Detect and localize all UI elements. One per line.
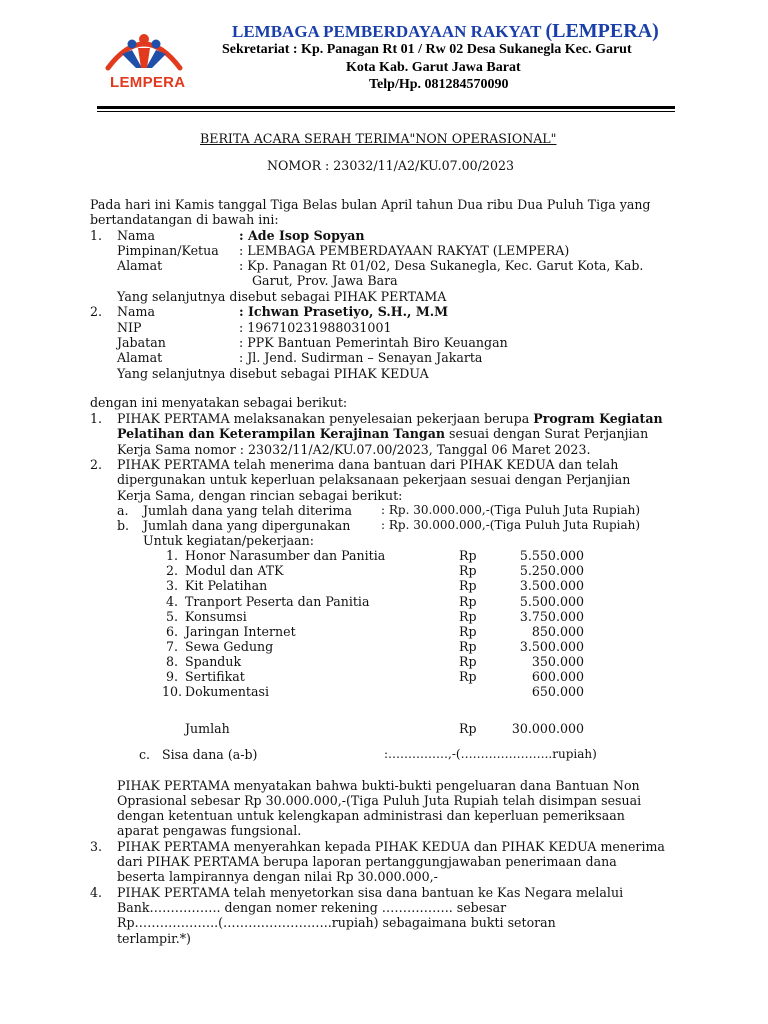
activity-amount: 3.750.000 [519,609,584,624]
party-2-label-nip: NIP [117,320,142,335]
point-2-para-line-2: Oprasional sebesar Rp 30.000.000,-(Tiga Puluh Juta Rupiah telah disimpan sesuai [117,793,642,808]
point-2b-label: Jumlah dana yang dipergunakan [143,518,351,533]
activity-name: Jaringan Internet [185,624,296,639]
party-2-number: 2. [90,304,103,319]
activities-label: Untuk kegiatan/pekerjaan: [143,533,315,548]
point-2c-value: :……………,-(…………………..rupiah) [384,747,597,761]
point-2c-letter: c. [139,747,151,762]
activity-amount: 850.000 [531,624,584,639]
activity-name: Spanduk [185,654,242,669]
program-name-start: Program Kegiatan [533,411,663,426]
party-2-value-nip: : 196710231988031001 [239,320,392,335]
activity-no: 2. [165,563,178,578]
activity-no: 1. [165,548,178,563]
party-2-value-title: : PPK Bantuan Pemerintah Biro Keuangan [239,335,508,350]
org-name-short: (LEMPERA) [545,20,659,42]
activity-amount: 5.550.000 [519,548,584,563]
party-1-address-cont: Garut, Prov. Jawa Bara [252,273,398,288]
activity-name: Modul dan ATK [185,563,284,578]
activity-name: Honor Narasumber dan Panitia [185,548,386,563]
party-1-value-name: : Ade Isop Sopyan [239,228,365,243]
activity-currency: Rp [459,654,477,669]
activity-name: Kit Pelatihan [185,578,268,593]
point-1-line-2 [117,426,648,441]
party-2-designation: Yang selanjutnya disebut sebagai PIHAK KEDUA [117,366,429,381]
party-2-label-title: Jabatan [117,335,166,350]
point-1-line-3: Kerja Sama nomor : 23032/11/A2/KU.07.00/2023, Tanggal 06 Maret 2023. [117,442,591,457]
party-1-label-address: Alamat [117,258,163,273]
point-2c-label: Sisa dana (a-b) [162,747,258,762]
point-4-line-1: PIHAK PERTAMA telah menyetorkan sisa dana bantuan ke Kas Negara melalui [117,885,624,900]
point-2-para-line-1: PIHAK PERTAMA menyatakan bahwa bukti-bukti pengeluaran dana Bantuan Non [117,778,640,793]
party-1-label-position: Pimpinan/Ketua [117,243,219,258]
activity-currency: Rp [459,609,477,624]
party-1-label-name: Nama [117,228,155,243]
org-name [232,20,659,43]
document-number: NOMOR : 23032/11/A2/KU.07.00/2023 [267,158,514,173]
activity-currency: Rp [459,624,477,639]
party-1-value-position: : LEMBAGA PEMBERDAYAAN RAKYAT (LEMPERA) [239,243,570,258]
party-2-value-name: : Ichwan Prasetiyo, S.H., M.M [239,304,449,319]
document-title: BERITA ACARA SERAH TERIMA"NON OPERASIONAL" [200,131,557,146]
point-1-line-1 [117,411,663,426]
activity-amount: 3.500.000 [519,639,584,654]
point-1-number: 1. [90,411,103,426]
statement-intro: dengan ini menyatakan sebagai berikut: [90,395,348,410]
party-1-value-address: : Kp. Panagan Rt 01/02, Desa Sukanegla, Kec. Garut Kota, Kab. [239,258,644,273]
activity-name: Tranport Peserta dan Panitia [185,594,370,609]
point-4-line-2: Bank…………….. dengan nomer rekening …………….. sebesar [117,900,507,915]
activity-amount: 650.000 [531,684,584,699]
activity-no: 5. [165,609,178,624]
activity-name: Dokumentasi [185,684,269,699]
point-2b-value: : Rp. 30.000.000,-(Tiga Puluh Juta Rupiah) [381,518,641,532]
activity-no: 10. [161,684,182,699]
party-1-designation: Yang selanjutnya disebut sebagai PIHAK PERTAMA [117,289,447,304]
point-1-line-2-text: sesuai dengan Surat Perjanjian [445,426,649,441]
activity-currency: Rp [459,639,477,654]
point-2a-letter: a. [117,503,129,518]
activity-name: Konsumsi [185,609,247,624]
address-line-2: Kota Kab. Garut Jawa Barat [346,60,521,75]
activity-amount: 5.250.000 [519,563,584,578]
party-2-value-address: : Jl. Jend. Sudirman – Senayan Jakarta [239,350,483,365]
point-3-line-3: beserta lampirannya dengan nilai Rp 30.000.000,- [117,869,438,884]
activity-amount: 350.000 [531,654,584,669]
point-2-line-1: PIHAK PERTAMA telah menerima dana bantuan dari PIHAK KEDUA dan telah [117,457,619,472]
point-2a-label: Jumlah dana yang telah diterima [143,503,353,518]
total-label: Jumlah [185,721,230,736]
point-2-para-line-3: dengan ketentuan untuk kelengkapan administrasi dan keperluan pemeriksaan [117,808,625,823]
activity-currency: Rp [459,548,477,563]
address-line-1: Sekretariat : Kp. Panagan Rt 01 / Rw 02 Desa Sukanegla Kec. Garut [222,42,632,57]
header-rule-thin [97,111,675,112]
point-4-number: 4. [90,885,103,900]
party-2-label-name: Nama [117,304,155,319]
org-name-full: LEMBAGA PEMBERDAYAAN RAKYAT [232,22,542,41]
activity-currency: Rp [459,669,477,684]
point-3-number: 3. [90,839,103,854]
activity-amount: 600.000 [531,669,584,684]
lempera-logo-icon [100,28,188,76]
activity-no: 3. [165,578,178,593]
activity-no: 9. [165,669,178,684]
activity-name: Sewa Gedung [185,639,274,654]
point-3-line-2: dari PIHAK PERTAMA berupa laporan pertanggungjawaban penerimaan dana [117,854,617,869]
point-3-line-1: PIHAK PERTAMA menyerahkan kepada PIHAK KEDUA dan PIHAK KEDUA menerima [117,839,665,854]
point-2b-letter: b. [117,518,130,533]
party-1-number: 1. [90,228,103,243]
activity-currency: Rp [459,578,477,593]
activity-name: Sertifikat [185,669,245,684]
point-2-line-3: Kerja Sama, dengan rincian sebagai berikut: [117,488,403,503]
intro-line-2: bertandatangan di bawah ini: [90,212,279,227]
activity-amount: 3.500.000 [519,578,584,593]
logo [100,28,188,92]
point-4-line-3: Rp………………..(……………………..rupiah) sebagaimana bukti setoran [117,915,556,930]
point-2-number: 2. [90,457,103,472]
point-2a-value: : Rp. 30.000.000,-(Tiga Puluh Juta Rupiah) [381,503,641,517]
phone-line: Telp/Hp. 081284570090 [369,77,509,92]
point-2-line-2: dipergunakan untuk keperluan pelaksanaan pekerjaan sesuai dengan Perjanjian [117,472,631,487]
point-1-line-1-text: PIHAK PERTAMA melaksanakan penyelesaian pekerjaan berupa [117,411,534,426]
intro-line-1: Pada hari ini Kamis tanggal Tiga Belas bulan April tahun Dua ribu Dua Puluh Tiga yang [90,197,651,212]
activity-currency: Rp [459,563,477,578]
activity-no: 8. [165,654,178,669]
activity-amount: 5.500.000 [519,594,584,609]
party-2-label-address: Alamat [117,350,163,365]
program-name-end: Pelatihan dan Keterampilan Kerajinan Tangan [117,426,446,441]
total-amount: 30.000.000 [511,721,584,736]
point-2-para-line-4: aparat pengawas fungsional. [117,823,302,838]
activity-no: 7. [165,639,178,654]
activity-no: 4. [165,594,178,609]
activity-currency: Rp [459,594,477,609]
activity-no: 6. [165,624,178,639]
logo-text: LEMPERA [110,74,186,91]
header-rule-thick [97,106,675,109]
point-4-line-4: terlampir.*) [117,931,191,946]
total-currency: Rp [459,721,477,736]
